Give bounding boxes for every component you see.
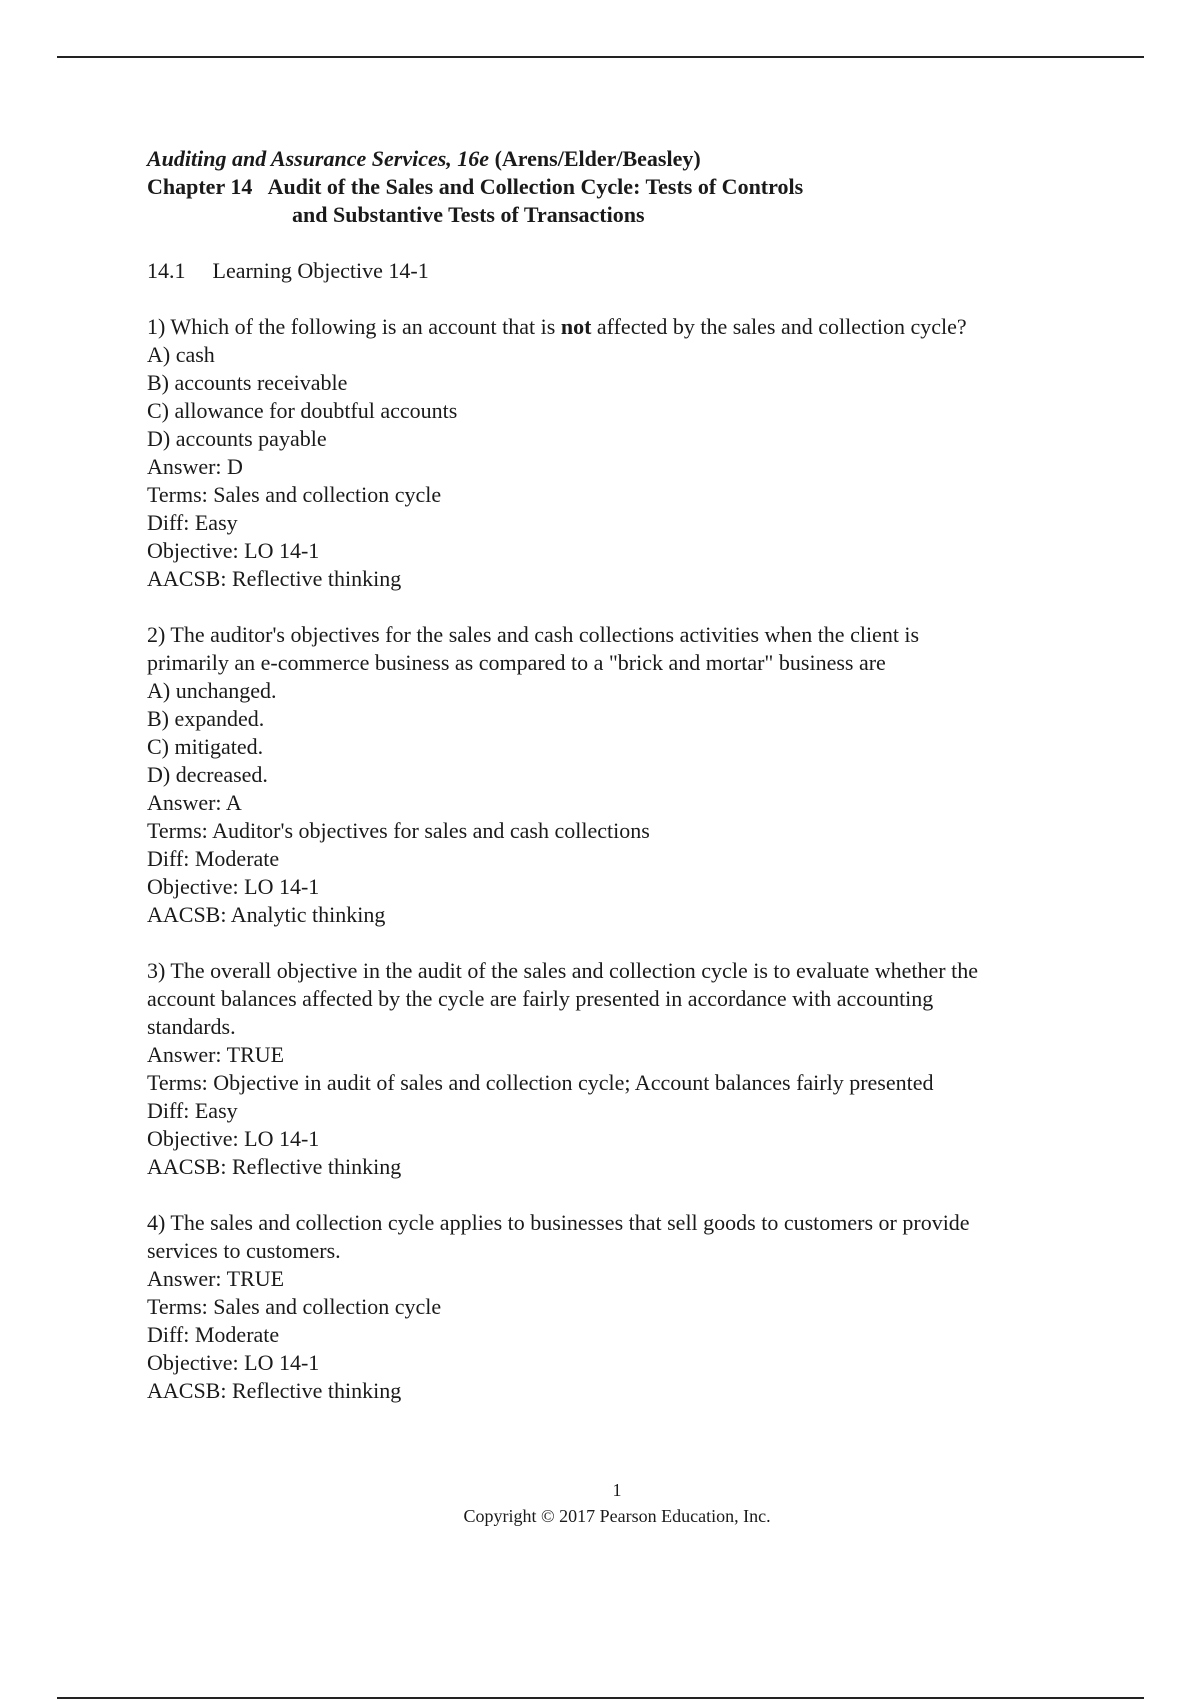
aacsb: AACSB: Reflective thinking <box>147 1154 402 1179</box>
chapter-title: Audit of the Sales and Collection Cycle: Tests of Controls <box>267 174 804 199</box>
page-number: 1 <box>612 1480 622 1500</box>
objective: Objective: LO 14-1 <box>147 1126 320 1151</box>
question-stem <box>147 313 1097 341</box>
copyright-notice: Copyright © 2017 Pearson Education, Inc. <box>463 1506 771 1526</box>
objective: Objective: LO 14-1 <box>147 874 320 899</box>
answer: Answer: TRUE <box>147 1042 285 1067</box>
answer: Answer: D <box>147 454 243 479</box>
section-number: 14.1 <box>147 258 186 283</box>
aacsb: AACSB: Reflective thinking <box>147 1378 402 1403</box>
answer: Answer: A <box>147 790 242 815</box>
difficulty: Diff: Moderate <box>147 1322 280 1347</box>
option-c: C) allowance for doubtful accounts <box>147 398 458 423</box>
option-b: B) accounts receivable <box>147 370 348 395</box>
top-rule <box>57 56 1144 58</box>
chapter-title-continued: and Substantive Tests of Transactions <box>292 202 645 227</box>
question-4 <box>147 1209 1097 1405</box>
book-authors: (Arens/Elder/Beasley) <box>494 146 701 171</box>
question-stem-line: 4) The sales and collection cycle applies to businesses that sell goods to customers or provide <box>147 1210 970 1235</box>
difficulty: Diff: Easy <box>147 1098 238 1123</box>
option-d: D) decreased. <box>147 762 268 787</box>
terms: Terms: Objective in audit of sales and collection cycle; Account balances fairly presented <box>147 1070 934 1095</box>
objective: Objective: LO 14-1 <box>147 538 320 563</box>
question-stem-line: account balances affected by the cycle are fairly presented in accordance with accounting <box>147 986 934 1011</box>
question-stem-line: standards. <box>147 1014 236 1039</box>
page-content <box>147 145 1097 1405</box>
option-d: D) accounts payable <box>147 426 327 451</box>
stem-text: 1) Which of the following is an account that is <box>147 314 561 339</box>
question-3 <box>147 957 1097 1181</box>
section-title: Learning Objective 14-1 <box>212 258 429 283</box>
section-heading <box>147 257 1097 285</box>
question-stem-line: primarily an e-commerce business as compared to a "brick and mortar" business are <box>147 650 886 675</box>
terms: Terms: Sales and collection cycle <box>147 482 442 507</box>
chapter-label: Chapter 14 <box>147 174 253 199</box>
chapter-title-line <box>147 173 1097 201</box>
question-stem-line: 2) The auditor's objectives for the sales and cash collections activities when the client is <box>147 622 920 647</box>
difficulty: Diff: Moderate <box>147 846 280 871</box>
option-a: A) cash <box>147 342 215 367</box>
question-stem-line: services to customers. <box>147 1238 341 1263</box>
book-title-line <box>147 145 1097 173</box>
answer: Answer: TRUE <box>147 1266 285 1291</box>
terms: Terms: Auditor's objectives for sales and cash collections <box>147 818 650 843</box>
question-stem-line: 3) The overall objective in the audit of the sales and collection cycle is to evaluate whether the <box>147 958 979 983</box>
option-b: B) expanded. <box>147 706 265 731</box>
stem-text: affected by the sales and collection cycle? <box>591 314 967 339</box>
option-c: C) mitigated. <box>147 734 264 759</box>
book-title: Auditing and Assurance Services, 16e <box>147 146 490 171</box>
aacsb: AACSB: Reflective thinking <box>147 566 402 591</box>
aacsb: AACSB: Analytic thinking <box>147 902 386 927</box>
terms: Terms: Sales and collection cycle <box>147 1294 442 1319</box>
question-2 <box>147 621 1097 929</box>
option-a: A) unchanged. <box>147 678 277 703</box>
difficulty: Diff: Easy <box>147 510 238 535</box>
objective: Objective: LO 14-1 <box>147 1350 320 1375</box>
bottom-rule <box>57 1697 1144 1699</box>
question-1 <box>147 313 1097 593</box>
stem-emphasis: not <box>560 314 592 339</box>
